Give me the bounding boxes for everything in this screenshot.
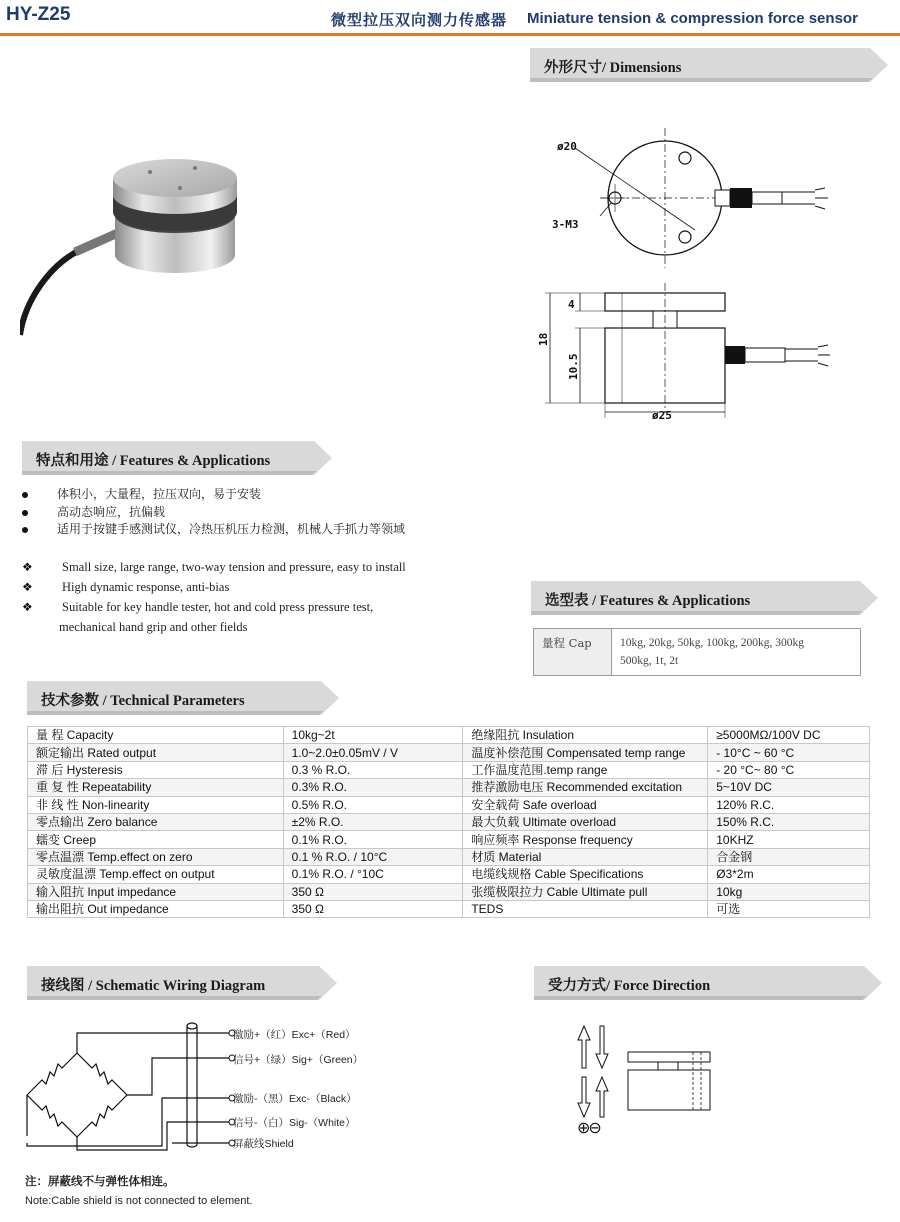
table-cell: 0.1 % R.O. / 10°C [283, 848, 463, 865]
selection-values: 10kg, 20kg, 50kg, 100kg, 200kg, 300kg 500kg, 1t, 2t [612, 629, 861, 676]
table-cell: 10kg~2t [283, 727, 463, 744]
features-banner [22, 441, 332, 475]
table-cell: 5~10V DC [708, 779, 870, 796]
parameter-table [27, 726, 870, 918]
table-cell: 非 线 性 Non-linearity [28, 796, 284, 813]
list-item: 体积小，大量程，拉压双向，易于安装 [22, 486, 405, 504]
diamond-bullet-icon: ❖ [22, 600, 33, 614]
diamond-bullet-icon: ❖ [22, 580, 33, 594]
bullet-icon [22, 527, 28, 533]
note-english: Note:Cable shield is not connected to element. [25, 1195, 253, 1207]
title-chinese: 微型拉压双向测力传感器 [331, 11, 508, 29]
wire-exc-minus: 激励-（黑）Exc-（Black） [233, 1093, 357, 1105]
dim-dia25: ø25 [652, 409, 672, 422]
table-cell: 120% R.C. [708, 796, 870, 813]
table-cell: - 20 °C~ 80 °C [708, 761, 870, 778]
selection-label: 量程 Cap [534, 629, 612, 676]
model-number: HY-Z25 [6, 4, 71, 25]
wiring-heading: 接线图 / Schematic Wiring Diagram [41, 978, 266, 994]
list-item: ❖ Small size, large range, two-way tension and pressure, easy to install [22, 557, 406, 577]
table-cell: 材质 Material [463, 848, 708, 865]
force-direction-drawing [570, 1022, 720, 1122]
product-photo [20, 140, 250, 340]
table-row [28, 796, 870, 813]
force-heading: 受力方式/ Force Direction [548, 978, 711, 994]
selection-heading: 选型表 / Features & Applications [545, 593, 751, 609]
dimensions-banner [530, 48, 888, 82]
diamond-bullet-icon: ❖ [22, 560, 33, 574]
wiring-banner [27, 966, 337, 1000]
list-item: 高动态响应，抗偏载 [22, 504, 405, 522]
table-cell: 灵敏度温漂 Temp.effect on output [28, 866, 284, 883]
title-english: Miniature tension & compression force sensor [527, 10, 858, 27]
selection-banner [531, 581, 878, 615]
dim-h4: 4 [568, 298, 575, 311]
table-cell: 150% R.C. [708, 813, 870, 830]
table-cell: 响应频率 Response frequency [463, 831, 708, 848]
table-cell: ±2% R.O. [283, 813, 463, 830]
table-cell: 合金钢 [708, 848, 870, 865]
table-row [28, 813, 870, 830]
features-heading: 特点和用途 / Features & Applications [36, 453, 271, 469]
table-cell: Ø3*2m [708, 866, 870, 883]
table-cell: 0.3 % R.O. [283, 761, 463, 778]
table-cell: 电缆线规格 Cable Specifications [463, 866, 708, 883]
table-cell: 额定输出 Rated output [28, 744, 284, 761]
dim-dia20: ø20 [557, 140, 577, 153]
table-row [28, 779, 870, 796]
list-item: 适用于按键手感测试仪，冷热压机压力检测，机械人手抓力等领域 [22, 521, 405, 539]
features-en-list [22, 557, 406, 617]
dim-h18: 18 [537, 332, 550, 346]
list-item: ❖ High dynamic response, anti-bias [22, 577, 406, 597]
table-cell: 零点输出 Zero balance [28, 813, 284, 830]
dim-m3: 3-M3 [552, 218, 579, 231]
table-cell: 零点温漂 Temp.effect on zero [28, 848, 284, 865]
table-cell: 0.3% R.O. [283, 779, 463, 796]
features-cn-list [22, 486, 405, 539]
table-row [28, 866, 870, 883]
table-cell: 0.1% R.O. / °10C [283, 866, 463, 883]
table-cell: 输入阻抗 Input impedance [28, 883, 284, 900]
wire-sig-minus: 信号-（白）Sig-（White） [233, 1117, 356, 1129]
table-cell: 10kg [708, 883, 870, 900]
table-cell: 0.5% R.O. [283, 796, 463, 813]
wiring-diagram [22, 1018, 237, 1158]
table-row [28, 883, 870, 900]
table-cell: 量 程 Capacity [28, 727, 284, 744]
table-row [28, 831, 870, 848]
table-cell: 滞 后 Hysteresis [28, 761, 284, 778]
table-row [28, 761, 870, 778]
selection-table [533, 628, 861, 676]
table-cell: 绝缘阻抗 Insulation [463, 727, 708, 744]
table-cell: TEDS [463, 900, 708, 917]
header-divider [0, 33, 900, 36]
wire-exc-plus: 激励+（红）Exc+（Red） [233, 1029, 356, 1041]
table-row [28, 727, 870, 744]
table-cell: 0.1% R.O. [283, 831, 463, 848]
table-cell: 重 复 性 Repeatability [28, 779, 284, 796]
table-cell: 安全载荷 Safe overload [463, 796, 708, 813]
table-row [28, 848, 870, 865]
table-cell: 张缆极限拉力 Cable Ultimate pull [463, 883, 708, 900]
technical-heading: 技术参数 / Technical Parameters [41, 693, 245, 709]
list-item: ❖ Suitable for key handle tester, hot and cold press pressure test, [22, 597, 406, 617]
table-cell: 工作温度范围.temp range [463, 761, 708, 778]
dim-h10-5: 10.5 [567, 353, 580, 380]
table-cell: ≥5000MΩ/100V DC [708, 727, 870, 744]
table-cell: - 10°C ~ 60 °C [708, 744, 870, 761]
bullet-icon [22, 492, 28, 498]
table-row [28, 744, 870, 761]
table-cell: 350 Ω [283, 900, 463, 917]
table-row [28, 900, 870, 917]
table-cell: 可选 [708, 900, 870, 917]
note-chinese: 注：屏蔽线不与弹性体相连。 [25, 1174, 175, 1188]
table-cell: 10KHZ [708, 831, 870, 848]
force-sign-icons: ⊕⊖ [577, 1120, 600, 1137]
dimensions-heading: 外形尺寸/ Dimensions [544, 60, 682, 76]
wire-shield: 屏蔽线Shield [233, 1138, 294, 1150]
technical-banner [27, 681, 339, 715]
table-cell: 1.0~2.0±0.05mV / V [283, 744, 463, 761]
table-cell: 温度补偿范围 Compensated temp range [463, 744, 708, 761]
features-en-continuation: mechanical hand grip and other fields [59, 620, 248, 634]
table-cell: 推荐激励电压 Recommended excitation [463, 779, 708, 796]
table-cell: 最大负载 Ultimate overload [463, 813, 708, 830]
bullet-icon [22, 510, 28, 516]
table-cell: 350 Ω [283, 883, 463, 900]
force-banner [534, 966, 882, 1000]
wire-sig-plus: 信号+（绿）Sig+（Green） [233, 1054, 364, 1066]
table-cell: 输出阻抗 Out impedance [28, 900, 284, 917]
table-cell: 蠕变 Creep [28, 831, 284, 848]
dimension-drawing [530, 118, 880, 428]
